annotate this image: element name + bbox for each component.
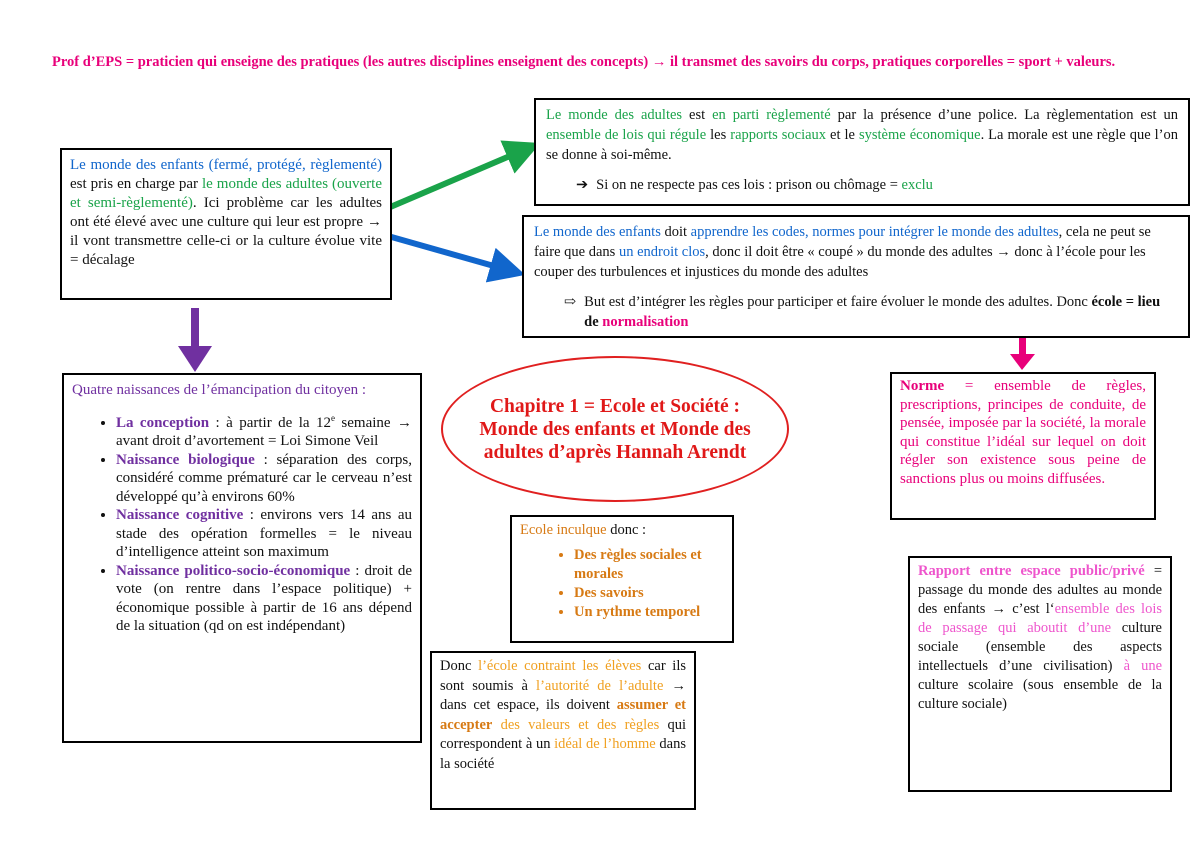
codes-bullet-text xyxy=(584,292,1178,332)
adultes-text-7: rapports sociaux xyxy=(730,127,827,143)
adultes-text-2: est xyxy=(682,107,713,123)
list-item xyxy=(116,451,412,507)
adultes-bullet xyxy=(546,175,1178,195)
naissances-list xyxy=(72,409,412,636)
adultes-text-10: . La morale est une règle que l’on se donne à soi-même. xyxy=(546,127,1179,163)
rapport-text-3: ensemble des lois de passage qui aboutit d’une xyxy=(918,601,1162,636)
contraint-text-4: l’autorité de l’adulte xyxy=(536,677,664,694)
header-part-b: il transmet des savoirs du corps, pratiques corporelles = sport + valeurs. xyxy=(666,54,1116,70)
list-item xyxy=(116,409,412,451)
naissance-label: Naissance politico-socio-économique xyxy=(116,562,351,579)
adultes-text-3: en parti règlementé xyxy=(712,107,831,123)
contraint-text-2: l’école contraint les élèves xyxy=(478,658,642,674)
box-ecole-inculque xyxy=(510,515,734,643)
enfants-text-4: . Ici problème car les adultes ont été élevé avec une culture qui leur est propre xyxy=(70,195,382,230)
enfants-text-3: le monde des adultes (ouverte et semi-règlementé) xyxy=(70,176,382,211)
contraint-text-1: Donc xyxy=(440,658,479,674)
inculque-intro xyxy=(520,521,724,540)
list-item xyxy=(116,562,412,636)
codes-text-1: Le monde des enfants xyxy=(534,224,661,240)
naissance-text: : environs vers 14 ans au stade des opération formelles = le niveau d’intelligence atteint son maximum xyxy=(116,507,412,560)
adultes-text-1: Le monde des adultes xyxy=(546,107,683,123)
codes-text-6: , donc il doit être « coupé » du monde des adultes xyxy=(705,244,997,260)
box-quatre-naissances xyxy=(62,373,422,743)
contraint-text-5: dans cet espace, ils doivent xyxy=(440,697,617,713)
adultes-text-5: ensemble de lois qui régule xyxy=(546,127,707,143)
right-arrow-icon: → xyxy=(996,244,1011,260)
right-arrow-icon: → xyxy=(367,214,382,230)
chapter-title xyxy=(441,356,789,502)
adultes-bullet-exclu: exclu xyxy=(901,177,933,193)
box-monde-enfants xyxy=(60,148,392,300)
box-apprendre-codes xyxy=(522,215,1190,338)
inculque-list xyxy=(520,546,724,622)
naissance-text: : droit de vote (on rentre dans l’espace politique) + économique possible à partir de 16 ans dépend de la situation (qd on est indépendant) xyxy=(116,562,412,634)
naissance-text: : séparation des corps, considéré comme prématuré car le cerveau n’est développé qu’à environs 60% xyxy=(116,451,412,505)
box-rapport-public-prive xyxy=(908,556,1172,792)
rapport-label: Rapport entre espace public/privé xyxy=(918,563,1145,579)
blue-arrow xyxy=(388,236,508,270)
codes-bullet-bold: école = lieu de xyxy=(584,294,1161,330)
enfants-text-1: Le monde des enfants (fermé, protégé, règlementé) xyxy=(70,157,382,173)
codes-text-2: doit xyxy=(660,224,691,240)
codes-bullet-main: But est d’intégrer les règles pour participer et faire évoluer le monde des adultes. Donc xyxy=(584,294,1092,310)
contraint-text-11: dans la société xyxy=(440,736,686,772)
inculque-intro-a: Ecole inculque xyxy=(520,522,607,538)
naissance-label: La conception xyxy=(116,414,210,431)
codes-text-4: , cela ne peut se faire que dans xyxy=(534,224,1151,260)
contraint-text-7 xyxy=(492,717,500,733)
naissance-label: Naissance cognitive xyxy=(116,507,244,523)
right-arrow-icon: → xyxy=(651,54,667,70)
codes-text-7: donc à l’école pour les couper des turbulences et injustices du monde des adultes xyxy=(534,244,1146,280)
codes-paragraph xyxy=(534,222,1178,282)
chapter-title-text: Chapitre 1 = Ecole et Société : Monde des enfants et Monde des adultes d’après Hannah Arendt xyxy=(479,395,751,463)
enfants-text-5: il vont transmettre celle-ci or la culture évolue vite = décalage xyxy=(70,233,382,268)
list-item xyxy=(116,506,412,562)
right-arrow-icon: → xyxy=(397,414,412,431)
pink-down-arrow xyxy=(1010,337,1035,370)
rapport-text-1: = passage du monde des adultes au monde des enfants xyxy=(918,563,1162,617)
header-part-a: Prof d’EPS = praticien qui enseigne des pratiques (les autres disciplines enseignent des concepts) xyxy=(52,54,652,70)
adultes-bullet-text xyxy=(596,175,933,195)
codes-bullet xyxy=(534,292,1178,332)
naissance-sup: e xyxy=(330,412,335,423)
naissances-intro: Quatre naissances de l’émancipation du citoyen : xyxy=(72,382,367,398)
rapport-text-6: culture scolaire (sous ensemble de la culture sociale) xyxy=(918,677,1162,712)
naissance-text: : à partir de la 12 xyxy=(209,414,331,431)
rapport-text-2: c’est l‘ xyxy=(1006,601,1055,617)
adultes-text-9: système économique xyxy=(858,127,981,143)
list-item: • Des règles sociales et morales xyxy=(574,546,724,584)
adultes-text-6: les xyxy=(706,127,731,143)
right-arrow-icon: → xyxy=(671,677,687,694)
naissance-label: Naissance biologique xyxy=(116,451,255,468)
codes-bullet-normalisation: normalisation xyxy=(602,314,689,330)
adultes-text-4: par la présence d’une police. La règlementation est un xyxy=(830,107,1178,123)
rapport-text-4: culture sociale (ensemble des aspects intellectuels d’une civilisation) xyxy=(918,620,1162,674)
contraint-text-6: assumer et accepter xyxy=(440,697,686,733)
rapport-text-5: à une xyxy=(1123,658,1163,674)
norme-label: Norme xyxy=(900,378,945,394)
norme-text: = ensemble de règles, prescriptions, principes de conduite, de pensée, imposée par la société, la morale qui constitue l’idéal sur lequel on doit régler son existence sous peine de sanctions plus ou moins diffusées. xyxy=(900,378,1146,487)
hollow-arrow-bullet-icon: ⇨ xyxy=(564,294,577,310)
contraint-text-10: idéal de l’homme xyxy=(554,736,656,752)
green-arrow xyxy=(388,150,524,208)
enfants-text-2: est pris en charge par xyxy=(70,176,203,192)
box-norme xyxy=(890,372,1156,520)
list-item: • Des savoirs xyxy=(574,584,724,603)
inculque-intro-b: donc : xyxy=(606,522,647,538)
naissance-text-b: semaine xyxy=(334,414,397,431)
codes-text-3: apprendre les codes, normes pour intégrer le monde des adultes xyxy=(690,224,1059,240)
contraint-text-3: car ils sont soumis à xyxy=(440,658,686,694)
box-ecole-contraint xyxy=(430,651,696,810)
adultes-bullet-main: Si on ne respecte pas ces lois : prison ou chômage = xyxy=(596,177,902,193)
contraint-text-8: des valeurs et des règles xyxy=(500,716,660,733)
adultes-text-8: et le xyxy=(826,127,859,143)
right-arrow-icon: → xyxy=(991,601,1007,617)
naissance-text-c: avant droit d’avortement = Loi Simone Veil xyxy=(116,433,379,449)
contraint-text-9: qui correspondent à un xyxy=(440,716,687,752)
list-item: • Un rythme temporel xyxy=(574,603,724,622)
codes-text-5: un endroit clos xyxy=(618,244,706,260)
arrow-bullet-icon: ➔ xyxy=(576,177,589,193)
purple-down-arrow xyxy=(178,308,212,372)
box-monde-adultes xyxy=(534,98,1190,206)
adultes-paragraph xyxy=(546,105,1178,165)
